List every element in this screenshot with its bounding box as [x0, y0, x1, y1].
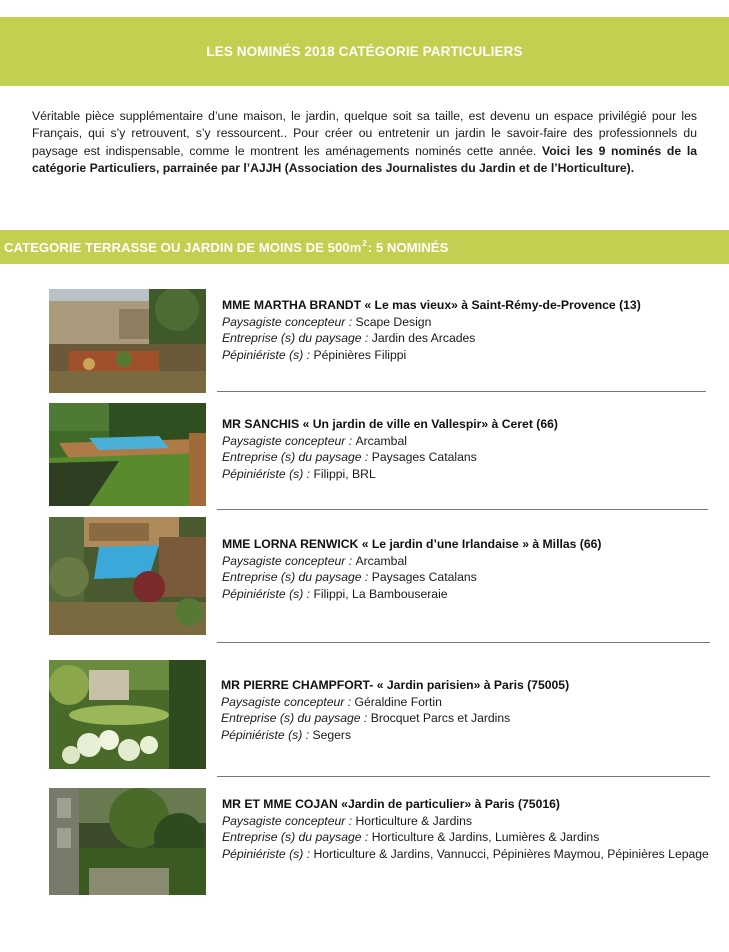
nominee-details	[222, 536, 710, 602]
concepteur-label: Paysagiste concepteur :	[221, 694, 355, 709]
pepinieriste-label: Pépiniériste (s) :	[222, 586, 314, 601]
concepteur-line	[222, 314, 710, 331]
entry-divider	[217, 776, 710, 777]
nominee-details	[222, 416, 710, 482]
garden-photo	[49, 289, 206, 393]
entreprise-value: Jardin des Arcades	[371, 331, 476, 346]
entreprise-value: Brocquet Parcs et Jardins	[370, 711, 511, 726]
entreprise-line	[222, 449, 710, 466]
section-title-sup: 2	[362, 238, 367, 248]
concepteur-value: Arcambal	[355, 433, 407, 448]
nominee-details	[221, 677, 709, 743]
entreprise-line	[222, 330, 710, 347]
pepinieriste-label: Pépiniériste (s) :	[221, 727, 313, 742]
intro-paragraph	[32, 108, 697, 178]
concepteur-line	[222, 813, 710, 830]
concepteur-value: Géraldine Fortin	[354, 694, 442, 709]
section-header	[0, 230, 729, 264]
entreprise-line	[222, 829, 710, 846]
entreprise-value: Paysages Catalans	[371, 450, 477, 465]
garden-photo	[49, 788, 206, 895]
pepinieriste-label: Pépiniériste (s) :	[222, 846, 314, 861]
concepteur-label: Paysagiste concepteur :	[222, 314, 356, 329]
entreprise-value: Horticulture & Jardins, Lumières & Jardins	[371, 830, 600, 845]
pepinieriste-value: Horticulture & Jardins, Vannucci, Pépinières Maymou, Pépinières Lepage	[313, 846, 709, 861]
entreprise-line	[222, 569, 710, 586]
concepteur-value: Arcambal	[355, 553, 407, 568]
nominee-title: MME MARTHA BRANDT « Le mas vieux» à Saint-Rémy-de-Provence (13)	[222, 298, 641, 312]
entreprise-label: Entreprise (s) du paysage :	[222, 570, 372, 585]
entry-divider	[217, 642, 710, 643]
pepinieriste-value: Pépinières Filippi	[313, 347, 407, 362]
pepinieriste-line	[222, 586, 710, 603]
concepteur-line	[222, 553, 710, 570]
pepinieriste-value: Segers	[312, 727, 352, 742]
pepinieriste-value: Filippi, La Bambouseraie	[313, 586, 448, 601]
entreprise-value: Paysages Catalans	[371, 570, 477, 585]
entreprise-label: Entreprise (s) du paysage :	[221, 711, 371, 726]
pepinieriste-line	[222, 466, 710, 483]
entreprise-label: Entreprise (s) du paysage :	[222, 830, 372, 845]
intro-bold-text: Voici les 9 nominés de la catégorie Particuliers, parrainée par l’AJJH (Association des Journalistes du Jardin et de l’Horticulture).	[32, 143, 697, 176]
pepinieriste-label: Pépiniériste (s) :	[222, 466, 314, 481]
garden-photo	[49, 517, 206, 635]
garden-photo	[49, 403, 206, 506]
banner-title: LES NOMINÉS 2018 CATÉGORIE PARTICULIERS	[206, 44, 523, 59]
concepteur-label: Paysagiste concepteur :	[222, 553, 356, 568]
concepteur-value: Scape Design	[355, 314, 432, 329]
pepinieriste-line	[222, 347, 710, 364]
section-title-b: : 5 NOMINÉS	[367, 239, 449, 255]
nominee-title: MR SANCHIS « Un jardin de ville en Vallespir» à Ceret (66)	[222, 417, 558, 431]
entry-divider	[217, 509, 708, 510]
concepteur-label: Paysagiste concepteur :	[222, 813, 356, 828]
page-banner	[0, 17, 729, 86]
entreprise-line	[221, 710, 709, 727]
nominee-details	[222, 297, 710, 363]
concepteur-line	[222, 433, 710, 450]
concepteur-label: Paysagiste concepteur :	[222, 433, 356, 448]
entreprise-label: Entreprise (s) du paysage :	[222, 450, 372, 465]
nominee-details	[222, 796, 710, 862]
nominee-title: MR ET MME COJAN «Jardin de particulier» à Paris (75016)	[222, 797, 560, 811]
pepinieriste-line	[222, 846, 710, 863]
nominee-title: MME LORNA RENWICK « Le jardin d’une Irlandaise » à Millas (66)	[222, 537, 602, 551]
pepinieriste-line	[221, 727, 709, 744]
garden-photo	[49, 660, 206, 769]
section-title-a: CATEGORIE TERRASSE OU JARDIN DE MOINS DE 500m	[4, 239, 362, 255]
nominee-title: MR PIERRE CHAMPFORT- « Jardin parisien» à Paris (75005)	[221, 678, 570, 692]
entry-divider	[217, 391, 706, 392]
concepteur-line	[221, 694, 709, 711]
concepteur-value: Horticulture & Jardins	[355, 813, 472, 828]
intro-text: Véritable pièce supplémentaire d’une maison, le jardin, quelque soit sa taille, est devenu un espace privilégié pour les Français, qui s’y retrouvent, s’y ressourcent.. Pour créer ou entretenir un jardin le savoir-faire des professionnels du paysage est indispensable, comme le montrent les aménagements nominés cette année.	[32, 109, 697, 158]
pepinieriste-value: Filippi, BRL	[313, 466, 376, 481]
pepinieriste-label: Pépiniériste (s) :	[222, 347, 314, 362]
entreprise-label: Entreprise (s) du paysage :	[222, 331, 372, 346]
